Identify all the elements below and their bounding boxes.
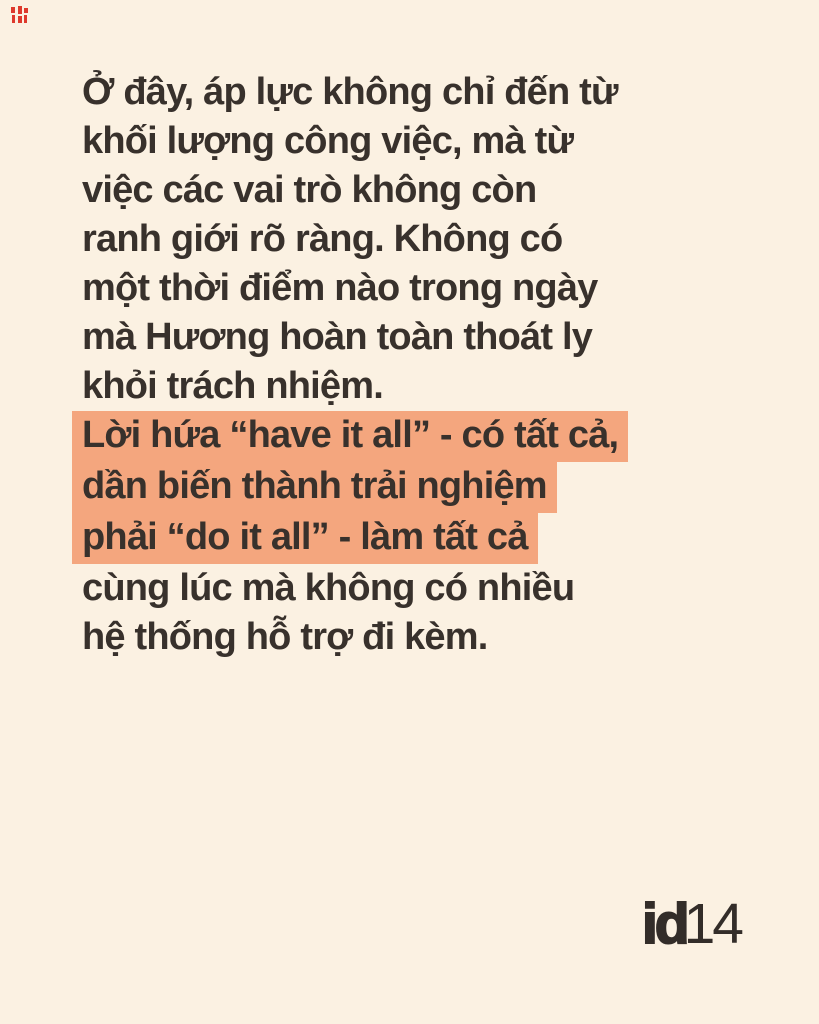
quote-line (82, 513, 742, 564)
quote-line (82, 313, 742, 362)
red-mark-icon (10, 5, 30, 25)
quote-line (82, 564, 742, 613)
quote-line (82, 264, 742, 313)
quote-line (82, 411, 742, 462)
quote-line-text: khối lượng công việc, mà từ (82, 120, 574, 162)
quote-line (82, 215, 742, 264)
quote-line-text: việc các vai trò không còn (82, 169, 537, 211)
quote-text-block (82, 68, 742, 662)
quote-line-text: khỏi trách nhiệm. (82, 365, 384, 407)
quote-line (82, 117, 742, 166)
quote-line-text: Lời hứa “have it all” - có tất cả, (72, 411, 628, 462)
quote-line (82, 462, 742, 513)
quote-line-text: Ở đây, áp lực không chỉ đến từ (82, 71, 618, 113)
quote-line-text: cùng lúc mà không có nhiều (82, 567, 575, 609)
quote-line (82, 68, 742, 117)
quote-line (82, 613, 742, 662)
quote-line-text: hệ thống hỗ trợ đi kèm. (82, 616, 488, 658)
quote-line-text: một thời điểm nào trong ngày (82, 267, 598, 309)
quote-line (82, 166, 742, 215)
quote-line (82, 362, 742, 411)
quote-line-text: mà Hương hoàn toàn thoát ly (82, 316, 593, 358)
quote-line-text: dần biến thành trải nghiệm (72, 462, 557, 513)
brand-logo (642, 891, 741, 957)
quote-line-text: phải “do it all” - làm tất cả (72, 513, 538, 564)
brand-logo-id: id (641, 892, 687, 956)
quote-line-text: ranh giới rõ ràng. Không có (82, 218, 563, 260)
brand-logo-14: 14 (683, 892, 741, 956)
